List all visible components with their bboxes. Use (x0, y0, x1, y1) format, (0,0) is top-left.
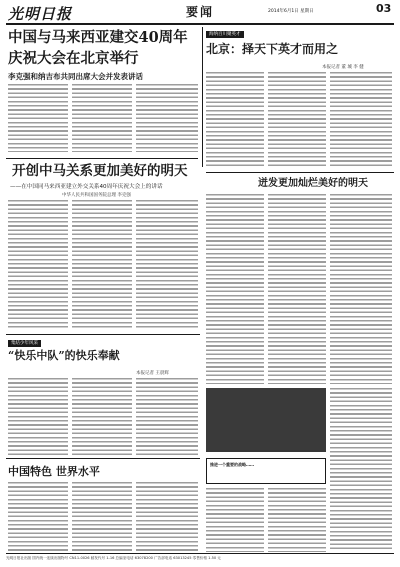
right-column-divider (202, 27, 203, 167)
news-photo (206, 388, 326, 452)
quality-rule (6, 458, 200, 459)
right-body-column (330, 72, 392, 167)
quality-body-column (136, 482, 198, 552)
footer-rule (6, 553, 394, 554)
bottom-right-column (206, 488, 264, 552)
lead-body-column (136, 84, 198, 152)
lead-body-column (72, 84, 132, 152)
footer-text: 光明日报社出版 国内统一连续出版物号 CN11-0026 邮发代号 1-16 总编室电话 63078200 广告部电话 63013245 零售价格 1.50 元 (6, 556, 221, 560)
speech-body-column (8, 200, 68, 330)
lead-headline-line2: 庆祝大会在北京举行 (8, 50, 139, 67)
newspaper-logo: 光明日报 (8, 5, 73, 23)
kids-body-column (72, 378, 132, 456)
bottom-section-label: 集结少年风采 (8, 340, 41, 347)
mid-body-column (330, 194, 392, 384)
quality-headline: 中国特色 世界水平 (8, 465, 100, 478)
section-rule (6, 158, 198, 159)
speech-body-column (72, 200, 132, 330)
speech-author: 中华人民共和国国务院总理 李克强 (62, 193, 131, 198)
right-headline: 北京：择天下英才而用之 (206, 42, 339, 56)
speech-headline: 开创中马关系更加美好的明天 (12, 163, 188, 179)
kids-byline: 本报记者 王晨辉 (136, 371, 169, 376)
mid-body-column (268, 194, 326, 384)
bottom-right-column (268, 488, 326, 552)
speech-subhead: ——在中国同马来西亚建立外交关系40周年庆祝大会上的讲话 (10, 184, 163, 190)
right-byline: 本报记者 董 城 李 健 (322, 65, 364, 70)
issue-date: 2014年6月1日 星期日 (268, 9, 314, 14)
quality-body-column (8, 482, 68, 552)
bottom-rule (6, 334, 200, 335)
right-section-rule (206, 172, 394, 173)
mid-body-column (206, 194, 264, 384)
lead-body-column (8, 84, 68, 152)
right-body-column (206, 72, 264, 167)
speech-body-column (136, 200, 198, 330)
header-rule (6, 23, 394, 25)
callout-box (206, 458, 326, 484)
lead-subhead: 李克强和纳吉布共同出席大会并发表讲话 (8, 72, 143, 81)
kids-headline: “快乐中队”的快乐奉献 (8, 349, 120, 362)
mid-headline: 迸发更加灿烂美好的明天 (258, 178, 368, 189)
section-title: 要闻 (186, 5, 215, 19)
callout-text: 推进一个重要的战略…… (210, 462, 254, 467)
photo-side-column (330, 388, 392, 552)
quality-body-column (72, 482, 132, 552)
kids-body-column (8, 378, 68, 456)
right-column-label: 海纳百川聚英才 (206, 31, 244, 38)
page-number: 03 (376, 2, 392, 15)
right-body-column (268, 72, 326, 167)
kids-body-column (136, 378, 198, 456)
lead-headline-line1: 中国与马来西亚建交40周年 (8, 29, 188, 46)
